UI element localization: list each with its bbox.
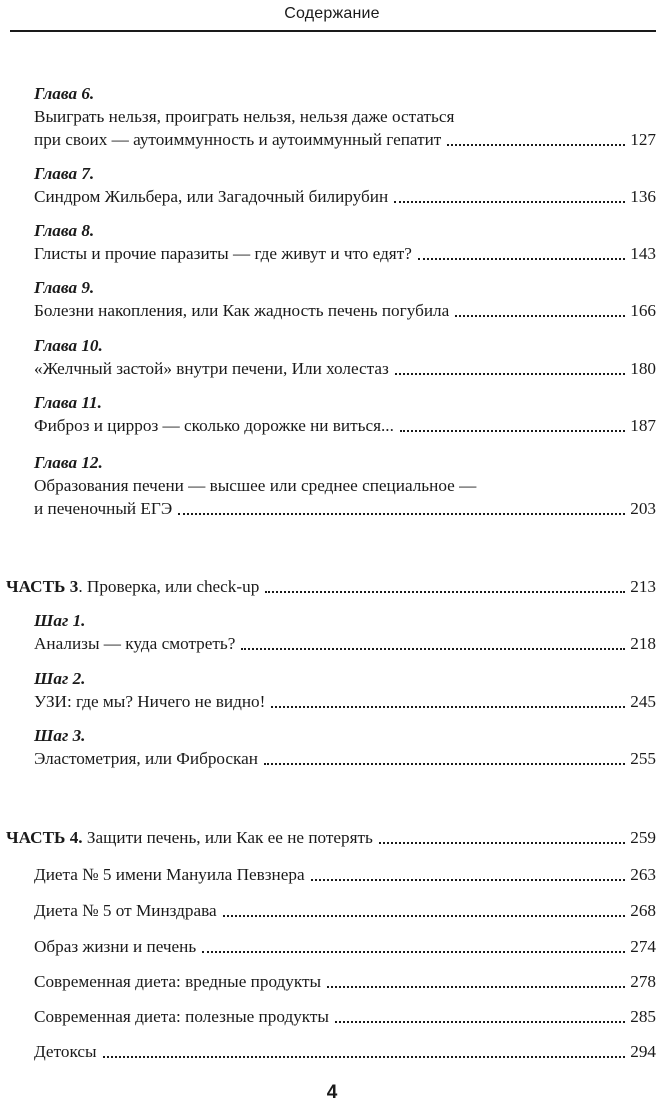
chapter-11-page: 187 <box>630 416 656 435</box>
chapter-6-title-line1: Выиграть нельзя, проиграть нельзя, нельзя даже остаться <box>34 107 455 126</box>
toc-entry-chapter-7[interactable] <box>34 185 656 209</box>
chapter-11-label: Глава 11. <box>34 393 102 412</box>
chapter-11-title: Фиброз и цирроз — сколько дорожке ни виться... <box>34 416 394 435</box>
leader-dots <box>202 951 625 953</box>
chapter-6-page: 127 <box>630 130 656 149</box>
healthy-foods-title: Современная диета: полезные продукты <box>34 1007 329 1026</box>
step-3-page: 255 <box>630 749 656 768</box>
toc-entry-chapter-8[interactable] <box>34 242 656 266</box>
part-3-label: ЧАСТЬ 3 <box>6 577 79 596</box>
toc-entry-healthy-foods[interactable] <box>34 1005 656 1029</box>
chapter-9-label: Глава 9. <box>34 278 95 297</box>
leader-dots <box>447 144 625 146</box>
leader-dots <box>327 986 625 988</box>
leader-dots <box>394 201 625 203</box>
diet-pevzner-title: Диета № 5 имени Мануила Певзнера <box>34 865 305 884</box>
chapter-8-label: Глава 8. <box>34 221 95 240</box>
part-3-page: 213 <box>630 577 656 596</box>
chapter-12-page: 203 <box>630 499 656 518</box>
chapter-7-title: Синдром Жильбера, или Загадочный билирубин <box>34 187 389 206</box>
toc-entry-chapter-11[interactable] <box>34 414 656 438</box>
leader-dots <box>418 258 625 260</box>
chapter-6-title-line2: при своих — аутоиммунность и аутоиммунный гепатит <box>34 130 442 149</box>
leader-dots <box>223 915 626 917</box>
chapter-9-title: Болезни накопления, или Как жадность печень погубила <box>34 301 450 320</box>
leader-dots <box>400 430 625 432</box>
part-4-title: Защити печень, или Как ее не потерять <box>82 828 373 847</box>
healthy-foods-page: 285 <box>630 1007 656 1026</box>
leader-dots <box>103 1056 626 1058</box>
diet-pevzner-page: 263 <box>630 865 656 884</box>
detox-page: 294 <box>630 1042 656 1061</box>
toc-entry-step-2[interactable] <box>34 690 656 714</box>
toc-entry-step-3[interactable] <box>34 747 656 771</box>
step-2-title: УЗИ: где мы? Ничего не видно! <box>34 692 266 711</box>
toc-entry-diet-pevzner[interactable] <box>34 863 656 887</box>
chapter-6-label: Глава 6. <box>34 84 95 103</box>
page-number: 4 <box>326 1082 338 1103</box>
leader-dots <box>264 763 625 765</box>
chapter-10-title: «Желчный застой» внутри печени, Или холестаз <box>34 359 389 378</box>
chapter-12-title-line1: Образования печени — высшее или среднее специальное — <box>34 476 477 495</box>
toc-entry-part-3[interactable] <box>6 575 656 599</box>
toc-entry-chapter-12[interactable] <box>34 497 656 521</box>
leader-dots <box>311 879 626 881</box>
part-4-page: 259 <box>630 828 656 847</box>
running-head: Содержание <box>284 5 380 22</box>
step-1-label: Шаг 1. <box>34 611 86 630</box>
leader-dots <box>335 1021 625 1023</box>
detox-title: Детоксы <box>34 1042 97 1061</box>
chapter-10-page: 180 <box>630 359 656 378</box>
chapter-12-title-line2: и печеночный ЕГЭ <box>34 499 173 518</box>
harmful-foods-page: 278 <box>630 972 656 991</box>
toc-entry-chapter-9[interactable] <box>34 299 656 323</box>
toc-entry-step-1[interactable] <box>34 632 656 656</box>
leader-dots <box>241 648 625 650</box>
step-1-title: Анализы — куда смотреть? <box>34 634 236 653</box>
chapter-12-label: Глава 12. <box>34 453 103 472</box>
step-2-page: 245 <box>630 692 656 711</box>
chapter-8-page: 143 <box>630 244 656 263</box>
toc-entry-harmful-foods[interactable] <box>34 970 656 994</box>
diet-minzdrav-title: Диета № 5 от Минздрава <box>34 901 217 920</box>
toc-entry-chapter-6[interactable] <box>34 128 656 152</box>
chapter-8-title: Глисты и прочие паразиты — где живут и что едят? <box>34 244 412 263</box>
lifestyle-page: 274 <box>630 937 656 956</box>
toc-entry-lifestyle[interactable] <box>34 935 656 959</box>
part-3-title: . Проверка, или check-up <box>78 577 260 596</box>
part-4-label: ЧАСТЬ 4. <box>6 828 83 847</box>
step-2-label: Шаг 2. <box>34 669 86 688</box>
header-rule <box>10 30 656 32</box>
leader-dots <box>395 373 625 375</box>
step-3-label: Шаг 3. <box>34 726 86 745</box>
diet-minzdrav-page: 268 <box>630 901 656 920</box>
lifestyle-title: Образ жизни и печень <box>34 937 197 956</box>
step-1-page: 218 <box>630 634 656 653</box>
chapter-7-page: 136 <box>630 187 656 206</box>
step-3-title: Эластометрия, или Фиброскан <box>34 749 258 768</box>
toc-entry-part-4[interactable] <box>6 826 656 850</box>
leader-dots <box>178 513 625 515</box>
toc-entry-chapter-10[interactable] <box>34 357 656 381</box>
leader-dots <box>271 706 625 708</box>
chapter-10-label: Глава 10. <box>34 336 103 355</box>
leader-dots <box>455 315 625 317</box>
harmful-foods-title: Современная диета: вредные продукты <box>34 972 322 991</box>
toc-entry-diet-minzdrav[interactable] <box>34 899 656 923</box>
leader-dots <box>379 842 625 844</box>
chapter-7-label: Глава 7. <box>34 164 95 183</box>
toc-entry-detox[interactable] <box>34 1040 656 1064</box>
chapter-9-page: 166 <box>630 301 656 320</box>
leader-dots <box>265 591 625 593</box>
